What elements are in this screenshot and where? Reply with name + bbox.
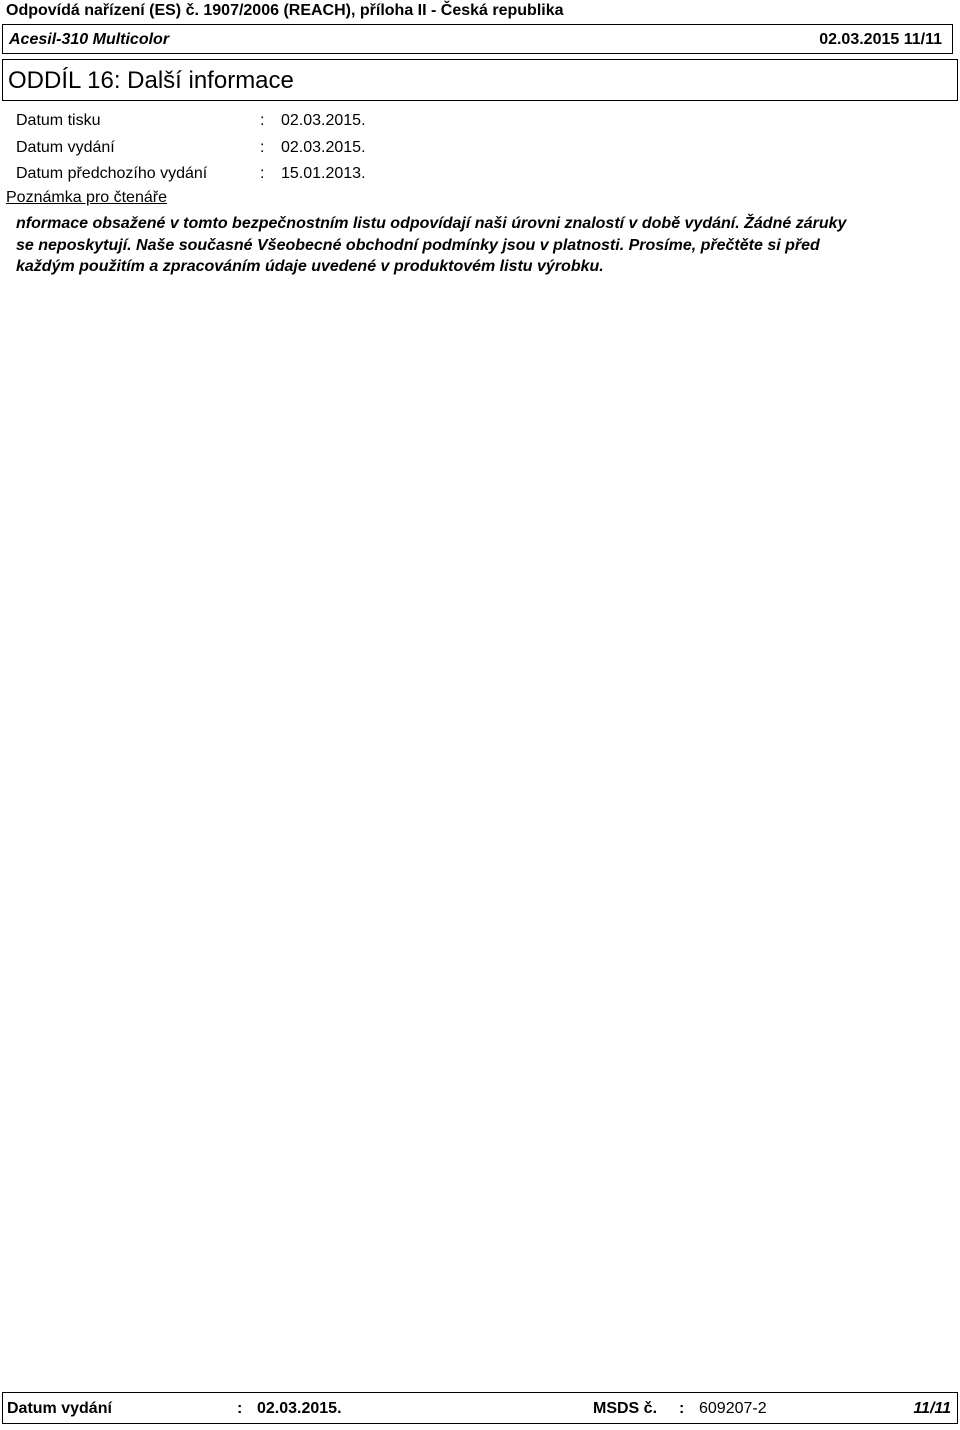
date-colon: : (260, 112, 265, 130)
note-line: se neposkytují. Naše současné Všeobecné obchodní podmínky jsou v platnosti. Prosíme, přečtěte si před (16, 236, 820, 254)
dates-list (16, 108, 366, 188)
header-page-number: 11/11 (903, 31, 942, 48)
product-header-bar (2, 24, 953, 54)
footer-issue-label: Datum vydání (7, 1400, 112, 1417)
section-header-bar (2, 59, 958, 101)
date-row-previous (16, 161, 366, 188)
date-value: 02.03.2015. (281, 138, 366, 156)
date-value: 15.01.2013. (281, 165, 366, 183)
regulation-header: Odpovídá nařízení (ES) č. 1907/2006 (REACH), příloha II - Česká republika (6, 2, 564, 19)
product-name: Acesil-310 Multicolor (9, 31, 170, 48)
header-date-page (819, 31, 942, 49)
date-colon: : (260, 165, 265, 183)
date-value: 02.03.2015. (281, 112, 366, 130)
date-row-issue (16, 135, 366, 162)
footer-colon: : (237, 1400, 243, 1417)
reader-note-title: Poznámka pro čtenáře (6, 189, 167, 206)
date-row-print (16, 108, 366, 135)
footer-page-number: 11/11 (913, 1400, 951, 1417)
page-footer (2, 1392, 958, 1424)
section-title: ODDÍL 16: Další informace (8, 67, 294, 94)
note-line: každým použitím a zpracováním údaje uvedené v produktovém listu výrobku. (16, 258, 604, 275)
footer-issue-date: 02.03.2015. (257, 1400, 342, 1417)
date-label: Datum tisku (16, 112, 101, 130)
header-date: 02.03.2015 (819, 31, 900, 48)
date-colon: : (260, 138, 265, 156)
date-label: Datum předchozího vydání (16, 165, 208, 183)
date-label: Datum vydání (16, 138, 115, 156)
note-line: nformace obsažené v tomto bezpečnostním listu odpovídají naši úrovni znalostí v době vydání. Žádné záruky (16, 215, 847, 232)
footer-msds-colon: : (679, 1400, 685, 1417)
footer-msds-number: 609207-2 (699, 1400, 767, 1417)
footer-msds-label: MSDS č. (593, 1400, 658, 1417)
reader-note-text (16, 213, 946, 278)
